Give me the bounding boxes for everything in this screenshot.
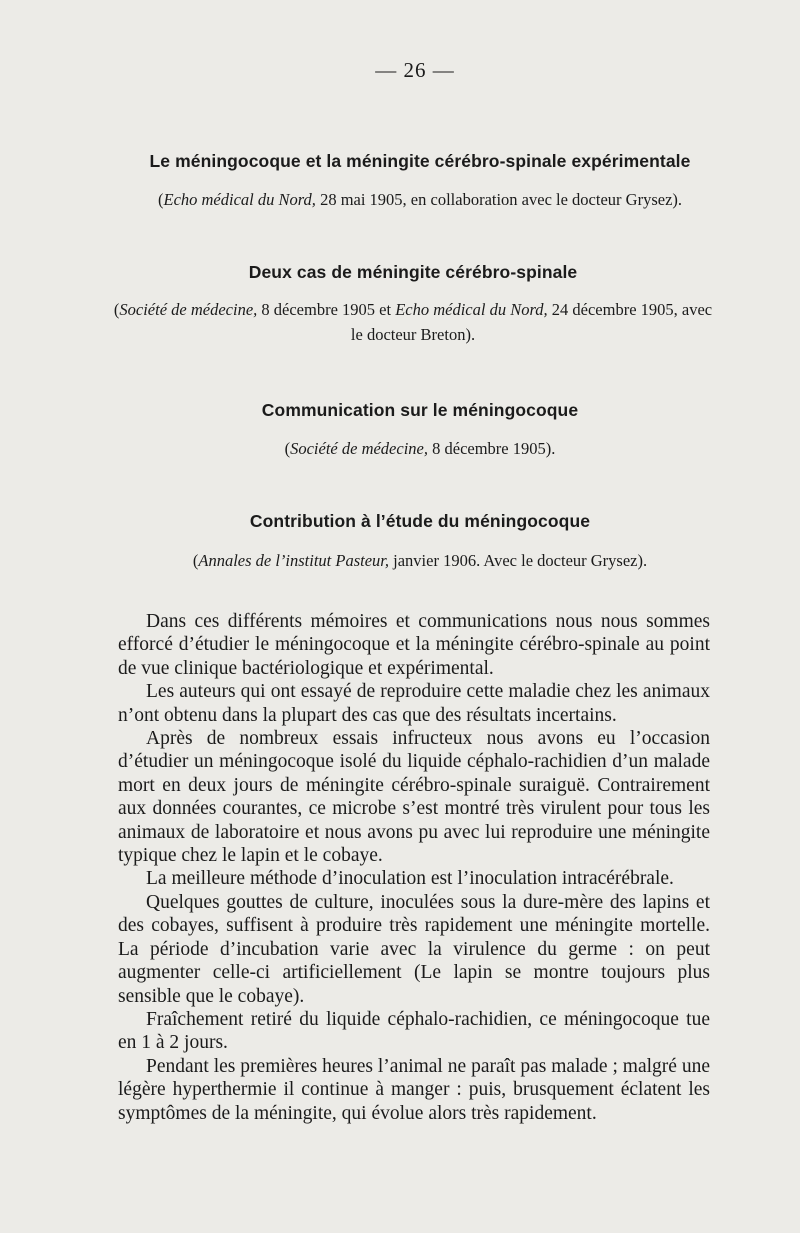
paragraph: Après de nombreux essais infructeux nous avons eu l’occasion d’étudier un méningocoque isolé du liquide céphalo-rachidien d’un malade mort en deux jours de méningite cérébro-spinale suraiguë. Contrairement aux données courantes, ce microbe s’est montré très virulent pour tous les animaux de laboratoire et nous avons pu avec lui reproduire une méningite typique chez le lapin et le cobaye. bbox=[118, 728, 710, 867]
journal-name: Annales de l’institut Pasteur, bbox=[198, 551, 390, 570]
page-number: — 26 — bbox=[375, 58, 455, 82]
entry-title: Deux cas de méningite cérébro-spinale bbox=[248, 262, 578, 282]
journal-name: Société de médecine, bbox=[290, 439, 428, 458]
journal-name: Société de médecine, bbox=[119, 300, 258, 319]
entry-citation: (Echo médical du Nord, 28 mai 1905, en collaboration avec le docteur Grysez). bbox=[157, 190, 683, 209]
entry-title: Le méningocoque et la méningite cérébro-spinale expérimentale bbox=[149, 151, 691, 171]
publication-entry bbox=[110, 511, 730, 573]
paragraph: La meilleure méthode d’inoculation est l’inoculation intracérébrale. bbox=[146, 868, 674, 890]
paragraph: Quelques gouttes de culture, inoculées sous la dure-mère des lapins et des cobayes, suffisent à produire très rapidement une méningite mortelle. La période d’incubation varie avec la virulence du germe : on peut augmenter celle-ci artificiellement (Le lapin se montre toujours plus sensible que le cobaye). bbox=[118, 891, 710, 1007]
entry-citation: (Société de médecine, 8 décembre 1905 et Echo médical du Nord, 24 décembre 1905, avec le docteur Breton). bbox=[113, 300, 713, 344]
entry-citation: (Société de médecine, 8 décembre 1905). bbox=[284, 439, 556, 458]
paragraph: Dans ces différents mémoires et communications nous nous sommes efforcé d’étudier le méningocoque et la méningite cérébro-spinale au point de vue clinique bactériologique et expérimental. bbox=[118, 611, 710, 679]
paragraph: Fraîchement retiré du liquide céphalo-rachidien, ce méningocoque tue en 1 à 2 jours. bbox=[118, 1008, 710, 1054]
journal-name: Echo médical du Nord, bbox=[163, 190, 316, 209]
publication-entry bbox=[120, 400, 720, 461]
entry-title: Contribution à l’étude du méningocoque bbox=[249, 511, 591, 531]
paragraph: Les auteurs qui ont essayé de reproduire cette maladie chez les animaux n’ont obtenu dans la plupart des cas que des résultats incertains. bbox=[118, 681, 710, 726]
body-text bbox=[118, 610, 710, 1125]
journal-name: Echo médical du Nord, bbox=[395, 300, 548, 319]
entry-citation: (Annales de l’institut Pasteur, janvier 1906. Avec le docteur Grysez). bbox=[192, 551, 648, 570]
paragraph: Pendant les premières heures l’animal ne paraît pas malade ; malgré une légère hyperthermie il continue à manger : puis, brusquement éclatent les symptômes de la méningite, qui évolue alors très rapidement. bbox=[118, 1055, 710, 1124]
publication-entry bbox=[108, 262, 718, 347]
publication-entry bbox=[100, 151, 740, 212]
entry-title: Communication sur le méningocoque bbox=[261, 400, 579, 420]
